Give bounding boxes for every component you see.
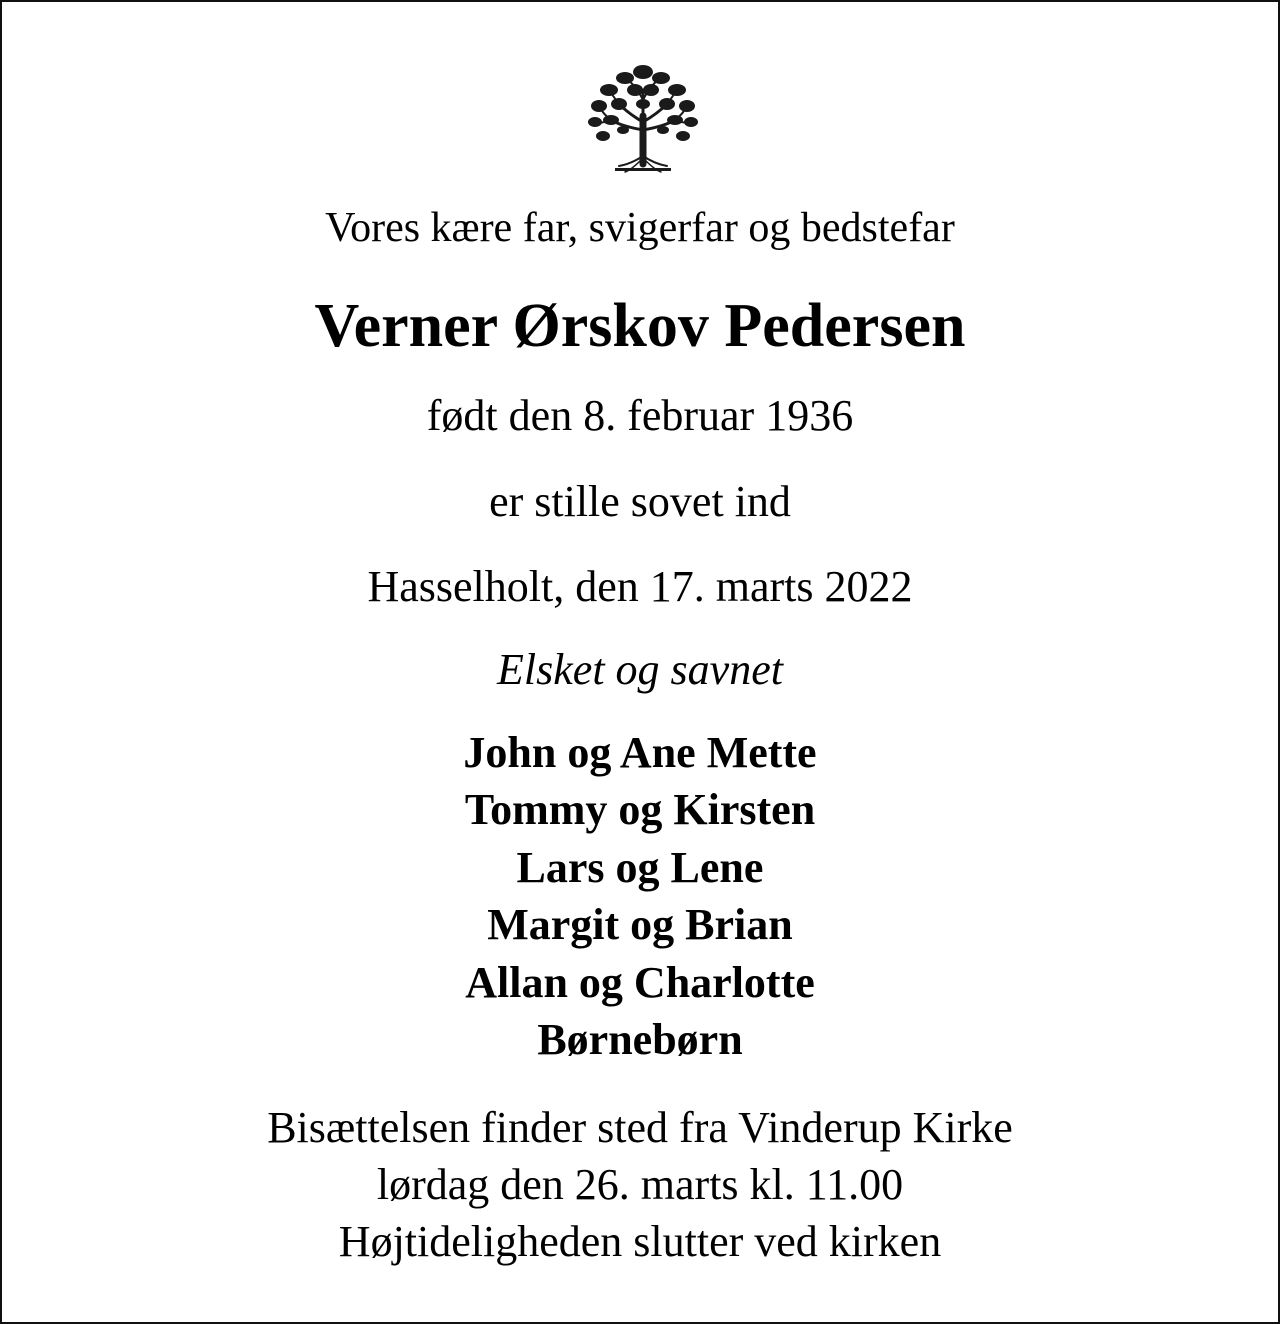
service-line: lørdag den 26. marts kl. 11.00 — [376, 1160, 904, 1209]
passed-line: er stille sovet ind — [489, 477, 791, 526]
intro-line: Vores kære far, svigerfar og bedstefar — [325, 205, 955, 251]
service-info — [2, 1099, 1278, 1270]
family-member: Allan og Charlotte — [465, 957, 815, 1007]
sentiment-line: Elsket og savnet — [497, 645, 783, 694]
birth-date-line: født den 8. februar 1936 — [426, 391, 854, 440]
service-line: Bisættelsen finder sted fra Vinderup Kirke — [267, 1103, 1013, 1152]
family-member: Børnebørn — [537, 1015, 743, 1065]
deceased-name: Verner Ørskov Pedersen — [314, 292, 966, 360]
service-line: Højtideligheden slutter ved kirken — [338, 1217, 942, 1266]
family-member: John og Ane Mette — [463, 728, 817, 777]
tree-of-life-icon — [585, 60, 701, 178]
family-list — [2, 724, 1278, 1068]
family-member: Margit og Brian — [487, 900, 793, 950]
place-date-line: Hasselholt, den 17. marts 2022 — [367, 562, 913, 611]
family-member: Lars og Lene — [516, 842, 764, 892]
family-member: Tommy og Kirsten — [464, 785, 816, 835]
